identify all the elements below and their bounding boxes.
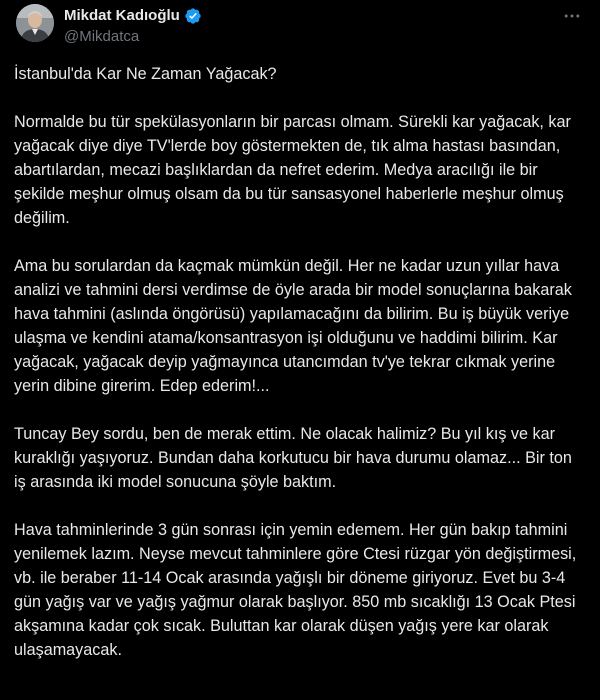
tweet-header bbox=[0, 0, 600, 60]
tweet-paragraph-1: Normalde bu tür spekülasyonların bir parcası olmam. Sürekli kar yağacak, kar yağacak diye diye TV'lerde boy göstermekten de, tık alma hastası basından, abartılardan, mecazi başlıklardan da nefret ederim. Medya aracılığı ile bir şekilde meşhur olmuş olsam da bu tür sansasyonel haberlerle meşhur olmuş değilim. bbox=[14, 113, 571, 227]
more-options-button[interactable] bbox=[560, 6, 584, 26]
tweet-paragraph-4: Hava tahminlerinde 3 gün sonrası için yemin edemem. Her gün bakıp tahmini yenilemek lazım. Neyse mevcut tahminlere göre Ctesi rüzgar yön değiştirmesi, vb. ile beraber 11-14 Ocak arasında yağışlı bir döneme giriyoruz. Evet bu 3-4 gün yağış var ve yağış yağmur olarak başlıyor. 850 mb sıcaklığı 13 Ocak Ptesi akşamına kadar çok sıcak. Buluttan kar olarak düşen yağış yere kar olarak ulaşamayacak. bbox=[14, 521, 577, 659]
more-horizontal-icon bbox=[562, 6, 582, 26]
verified-badge-icon bbox=[184, 7, 202, 25]
avatar-photo-icon bbox=[16, 4, 54, 42]
display-name-row bbox=[64, 6, 202, 26]
paragraph-gap bbox=[14, 86, 586, 110]
author-block bbox=[64, 6, 202, 47]
tweet-title: İstanbul'da Kar Ne Zaman Yağacak? bbox=[14, 65, 277, 83]
avatar[interactable] bbox=[16, 4, 54, 42]
tweet-paragraph-2: Ama bu sorulardan da kaçmak mümkün değil. Her ne kadar uzun yıllar hava analizi ve tahmini dersi verdimse de öyle arada bir model sonuçlarına bakarak hava tahmini (aslında öngörüsü) yapılamacağını da bilirim. Bu iş büyük veriye ulaşma ve kendini atama/konsantrasyon işi olduğunu ve haddimi bilirim. Kar yağacak, yağacak deyip yağmayınca utancımdan tv'ye tekrar cıkmak yerine yerin dibine girerim. Edep ederim!... bbox=[14, 257, 572, 395]
paragraph-gap bbox=[14, 230, 586, 254]
tweet-paragraph-3: Tuncay Bey sordu, ben de merak ettim. Ne olacak halimiz? Bu yıl kış ve kar kuraklığı yaşıyoruz. Bundan daha korkutucu bir hava durumu olamaz... Bir ton iş arasında iki model sonucuna şöyle baktım. bbox=[14, 425, 572, 491]
display-name[interactable]: Mikdat Kadıoğlu bbox=[64, 7, 180, 24]
author-handle[interactable]: @Mikdatca bbox=[64, 28, 140, 45]
tweet-text bbox=[14, 62, 586, 662]
paragraph-gap bbox=[14, 494, 586, 518]
paragraph-gap bbox=[14, 398, 586, 422]
